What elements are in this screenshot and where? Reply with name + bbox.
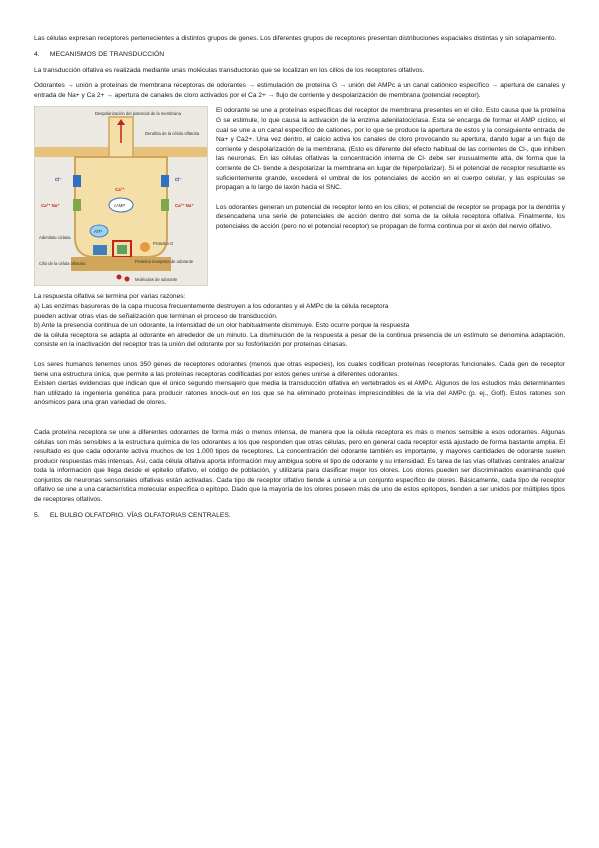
section-5-title: EL BULBO OLFATORIO. VÍAS OLFATORIAS CENTRALES. [49,511,231,519]
intro-paragraph: Las células expresan receptores pertenecientes a distintos grupos de genes. Los diferentes grupos de receptores presentan distribuciones espaciales distintas y sin solapamiento. [34,35,557,42]
receptor-protein-shape [117,245,127,254]
label-odorant: Moléculas de odorante [135,277,178,283]
coding-paragraph: Cada proteína receptora se une a diferentes odorantes de forma más o menos intensa, de manera que la célula receptora es más o menos sensible a esos odorantes. Algunas células son más sensibles a la estructura química de los odorantes a los que responden que otras células, pero en general cada receptor está ajustado de forma bastante amplia. El resultado es que cada odorante activa muchos de los 1.000 tipos de receptores. La concentración del odorante también es importante, y mayores cantidades de odorante suelen producir respuestas más intensas. Así, cada célula olfativa aporta información muy ambigua sobre el tipo de odorante y su intensidad. Es tarea de las vías olfativas centrales analizar toda la información que llega desde el epitelio olfativo, el código de población, y utilizarla para clasificar mejor los olores. Los olores pueden ser discriminados examinando qué conjuntos de neuronas sensoriales olfativas están activadas. Cada tipo de receptor olfativo tiende a unirse a un conjunto específico de olores. Básicamente, cada tipo de receptor olfativo se une a una característica molecular específica o epítopo. Dado que la mayoría de los olores poseen más de uno de estos epítopos, tienden a ser unidos por múltiples tipos de receptores olfativos. [34,428,565,504]
genes-paragraph-2: Existen ciertas evidencias que indican que el único segundo mensajero que media la transducción olfativa en vertebrados es el AMPc. Algunos de los estudios más determinantes han utilizado la ingeniería genética para producir ratones knock-out en los que se ha eliminado proteínas imprescindibles de la vía del AMPc (p. ej., Golf). Estos ratones son anósmicos para una gran variedad de olores. [34,380,565,407]
odorant-molecule [125,277,130,282]
transduction-intro: La transducción olfativa es realizada mediante unas moléculas transductoras que se localizan en los cilios de los receptores olfativos. [34,66,425,74]
odorant-molecule [117,275,122,280]
label-cl-right: Cl⁻ [175,177,182,183]
cation-channel-left [73,199,81,211]
termination-a-2: pueden activar otras vías de señalización que terminan el proceso de transducción. [34,312,278,320]
figure-section [34,106,565,286]
label-atp: ATP [94,229,102,235]
termination-b-1: b) Ante la presencia continua de un odorante, la intensidad de un olor habitualmente disminuye. Esto ocurre porque la respuesta [34,322,410,330]
section-4-title: MECANISMOS DE TRANSDUCCIÓN [49,50,165,58]
label-adenylate: Adenilato ciclasa [39,235,71,241]
label-protein-g: Proteína G [153,241,174,247]
cascade-paragraph: Odorantes → unión a proteínas de membrana receptoras de odorantes → estimulación de proteína G → unión del AMPc a un canal catiónico específico → apertura de canales y entrada de Na+ y Ca 2+ → apertura de canales de cloro activados por el Ca 2+ → flujo de corriente y despolarización de membrana (potencial receptor). [34,82,565,99]
label-ca-na-right: Ca²⁺ Na⁺ [175,203,194,209]
document-page [34,34,565,521]
section-5-number: 5. [34,511,40,519]
genes-paragraph-1: Los seres humanos tenemos unos 350 genes de receptores odorantes (menos que otras especies), los cuales codifican proteínas receptoras funcionales. Cada gen de receptor tiene una estructura única, que permite a las proteínas receptoras codificadas por estos genes unirse a diferentes odorantes. [34,360,565,378]
section-4-number: 4. [34,50,40,58]
label-depolarization: Despolarización del potencial de la membrana [95,111,181,117]
adenylate-cyclase-shape [93,245,107,255]
cation-channel-right [161,199,169,211]
termination-title: La respuesta olfativa se termina por varias razones: [34,293,186,301]
label-camp: cAMP [114,203,126,209]
figure-text-1: El odorante se une a proteínas específicas del receptor de membrana presentes en el cilio. Esto causa que la proteína G se estimule, lo que causa la activación de la enzima adenilatociclasa. Esta se encarga de formar el AMP cíclico, el cual se une a un canal específico de cationes, por lo que se produce la apertura de estos y la consiguiente entrada de Na+ y Ca2+. Una vez dentro, el calcio activa los canales de cloro provocando su apertura, dando lugar a un flujo de corriente y despolarización de la membrana. (Esto es diferente del efecto habitual de las corrientes de Cl-, que inhiben las neuronas. En las células olfativas la concentración interna de Cl- debe ser inusualmente alta, de forma que la corriente de Cl- tiende a despolarizar la membrana en lugar de hiperpolarizar). Si el potencial de receptor resultante es suficientemente grande, excederá el umbral de los potenciales de acción en el cuerpo celular, y las espículas se propagan a lo largo de laxón hacia el SNC. [216,107,565,192]
figure-text-column [216,106,565,231]
g-protein-shape [140,242,150,252]
label-ca-center: Ca²⁺ [115,187,125,193]
label-receptor: Proteína receptora de odorante [135,259,194,265]
channel-right [161,175,169,187]
label-cl-left: Cl⁻ [55,177,62,183]
channel-left [73,175,81,187]
label-ca-na-left: Ca²⁺ Na⁺ [41,203,60,209]
section-5-heading [34,511,565,521]
termination-a-1: a) Las enzimas basureras de la capa mucosa frecuentemente destruyen a los odorantes y el AMPc de la célula receptora [34,302,389,310]
transduction-diagram [35,107,207,285]
label-cilium: Cilio de la célula olfatoria [39,261,86,267]
termination-b-2: de la célula receptora se adapta al odorante en alrededor de un minuto. La disminución de la respuesta a pesar de la continua presencia de un estímulo se denomina adaptación, consiste en la inactivación del receptor tras la unión del odorante por su fosforilación por proteínas cinasas. [34,331,565,349]
section-4-heading [34,50,565,60]
transduction-figure [34,106,208,286]
label-dendrite: Dendrita de la célula olfatoria [145,131,200,137]
figure-text-2: Los odorantes generan un potencial de receptor lento en los cilios; el potencial de receptor se propaga por la dendrita y desencadena una serie de potenciales de acción dentro del soma de la célula receptora olfativa. Finalmente, los potenciales de acción (pero no el potencial receptor) se propagan de forma continua por el axón del nervio olfativo. [216,203,565,230]
